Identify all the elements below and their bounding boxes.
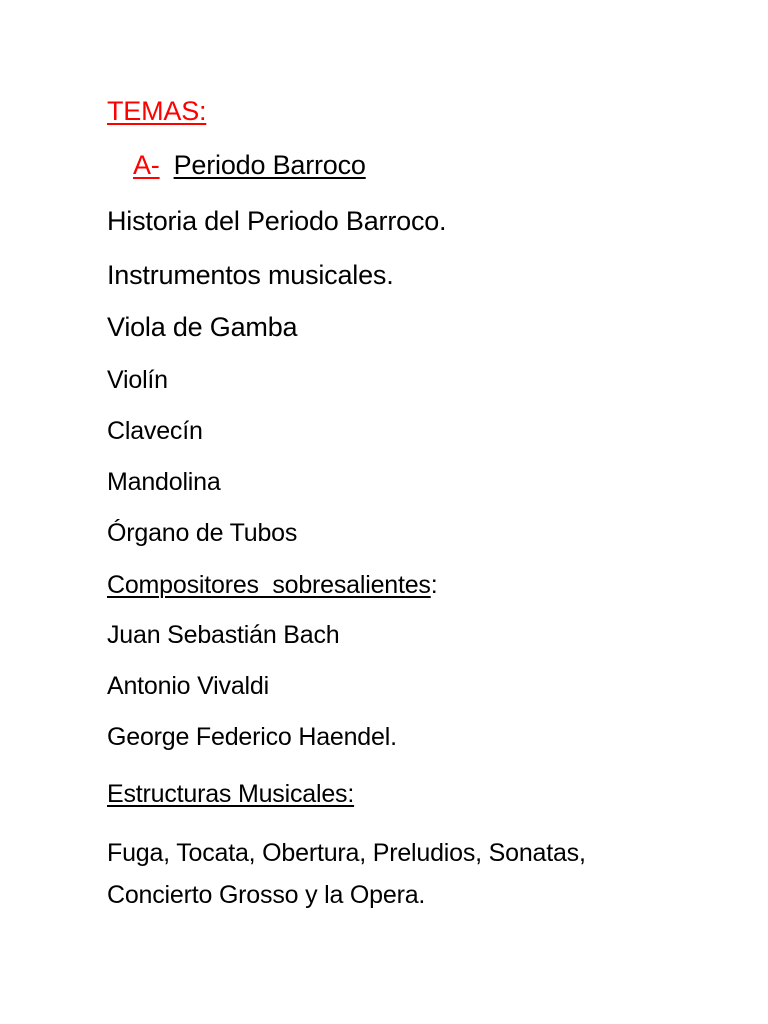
structures-paragraph: [107, 832, 707, 916]
section-heading: [133, 150, 366, 181]
topic-line: Instrumentos musicales.: [107, 260, 394, 290]
section-letter: A-: [133, 150, 160, 180]
instrument-item: Órgano de Tubos: [107, 519, 298, 547]
composers-heading-colon: :: [430, 571, 438, 599]
structures-line: Fuga, Tocata, Obertura, Preludios, Sonatas,: [107, 839, 586, 867]
composer-item: George Federico Haendel.: [107, 723, 397, 751]
instrument-item: Mandolina: [107, 468, 221, 496]
composer-item: Antonio Vivaldi: [107, 672, 269, 700]
structures-line: Concierto Grosso y la Opera.: [107, 881, 426, 909]
structures-heading: Estructuras Musicales:: [107, 780, 355, 808]
composer-item: Juan Sebastián Bach: [107, 621, 340, 649]
composers-heading: [107, 571, 437, 600]
instrument-item: Clavecín: [107, 417, 203, 445]
topic-line: Historia del Periodo Barroco.: [107, 206, 447, 236]
composers-heading-text: Compositores sobresalientes: [107, 571, 431, 599]
section-title: Periodo Barroco: [173, 150, 366, 180]
instrument-item: Violín: [107, 366, 168, 394]
document-title: TEMAS:: [107, 96, 207, 126]
topic-line: Viola de Gamba: [107, 312, 298, 342]
